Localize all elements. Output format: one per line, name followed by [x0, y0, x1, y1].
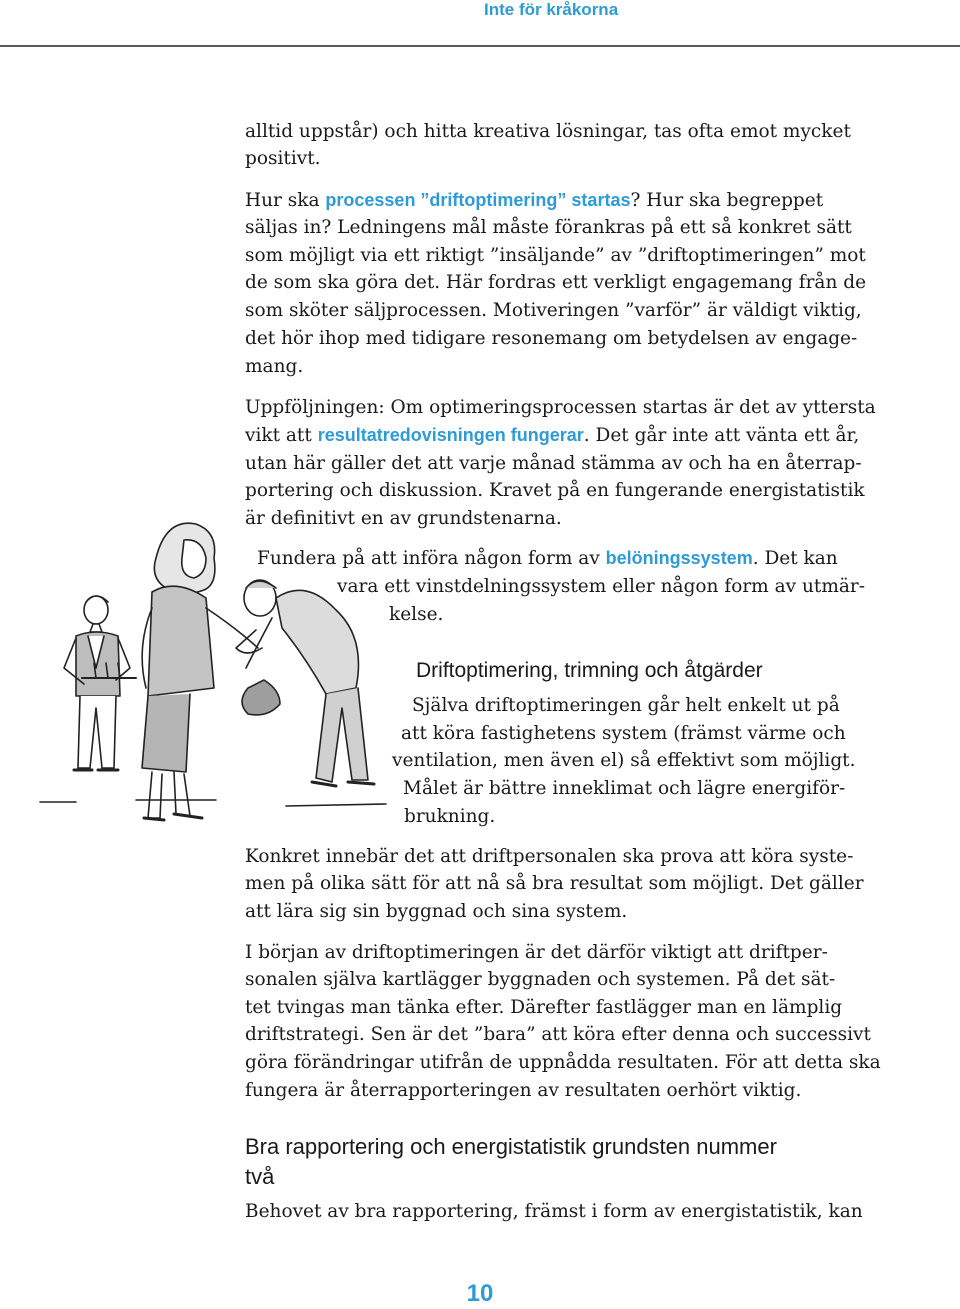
- text-line: Målet är bättre inneklimat och lägre energiför-: [403, 778, 846, 799]
- text-line: [245, 422, 859, 450]
- page-number: 10: [466, 1280, 494, 1307]
- waiter-figure: [64, 596, 136, 770]
- text-line: positivt.: [245, 148, 321, 169]
- text-line: Uppföljningen: Om optimeringsprocessen startas är det av yttersta: [245, 397, 876, 418]
- text-line: fungera är återrapporteringen av resultaten oerhört viktig.: [245, 1080, 802, 1101]
- text-line: Själva driftoptimeringen går helt enkelt ut på: [412, 695, 840, 716]
- text-span: vikt att: [245, 425, 318, 446]
- text-line: alltid uppstår) och hitta kreativa lösningar, tas ofta emot mycket: [245, 121, 851, 142]
- text-span: Fundera på att införa någon form av: [257, 548, 606, 569]
- highlight-term: processen ”driftoptimering” startas: [325, 190, 631, 210]
- text-line: att lära sig sin byggnad och sina system.: [245, 901, 628, 922]
- text-line: vara ett vinstdelningssystem eller någon form av utmär-: [337, 576, 865, 597]
- text-line: mang.: [245, 356, 304, 377]
- text-line: Behovet av bra rapportering, främst i form av energistatistik, kan: [245, 1201, 863, 1222]
- text-span: . Det går inte att vänta ett år,: [583, 425, 860, 446]
- text-line: som möjligt via ett riktigt ”insäljande” av ”driftoptimeringen” mot: [245, 245, 866, 266]
- header-rule: [0, 45, 960, 47]
- text-line: portering och diskussion. Kravet på en fungerande energistatistik: [245, 480, 865, 501]
- cartoon-illustration: [36, 518, 396, 838]
- running-header: Inte för kråkorna: [484, 0, 619, 19]
- text-line: kelse.: [389, 604, 444, 625]
- text-span: . Det kan: [752, 548, 838, 569]
- section-heading: Bra rapportering och energistatistik grundsten nummer: [245, 1134, 777, 1159]
- text-line: som sköter säljprocessen. Motiveringen ”varför” är väldigt viktig,: [245, 300, 862, 321]
- text-line: det hör ihop med tidigare resonemang om betydelsen av engage-: [245, 328, 858, 349]
- text-line: sonalen själva kartlägger byggnaden och systemen. På det sät-: [245, 969, 836, 990]
- highlight-term: belöningssystem: [605, 548, 753, 568]
- text-line: [245, 187, 823, 215]
- text-line: tet tvingas man tänka efter. Därefter fastlägger man en lämplig: [245, 997, 843, 1018]
- text-line: är definitivt en av grundstenarna.: [245, 508, 562, 529]
- text-line: driftstrategi. Sen är det ”bara” att köra efter denna och successivt: [245, 1024, 871, 1045]
- text-span: Hur ska: [245, 190, 326, 211]
- text-line: göra förändringar utifrån de uppnådda resultaten. För att detta ska: [245, 1052, 881, 1073]
- text-line: ventilation, men även el) så effektivt som möjligt.: [392, 750, 856, 771]
- section-heading: Driftoptimering, trimning och åtgärder: [416, 659, 763, 682]
- text-line: brukning.: [404, 806, 496, 827]
- text-line: men på olika sätt för att nå så bra resultat som möjligt. Det gäller: [245, 873, 864, 894]
- text-line: Konkret innebär det att driftpersonalen ska prova att köra syste-: [245, 846, 854, 867]
- text-line: utan här gäller det att varje månad stämma av och ha en återrap-: [245, 453, 862, 474]
- text-span: ? Hur ska begreppet: [630, 190, 824, 211]
- text-line: I början av driftoptimeringen är det därför viktigt att driftper-: [245, 942, 828, 963]
- section-heading: två: [245, 1164, 275, 1189]
- text-line: att köra fastighetens system (främst värme och: [401, 723, 846, 744]
- man-figure: [236, 580, 374, 786]
- woman-figure: [142, 523, 258, 820]
- text-line: säljas in? Ledningens mål måste förankras på ett så konkret sätt: [245, 217, 852, 238]
- highlight-term: resultatredovisningen fungerar: [317, 425, 584, 445]
- text-line: de som ska göra det. Här fordras ett verkligt engagemang från de: [245, 272, 867, 293]
